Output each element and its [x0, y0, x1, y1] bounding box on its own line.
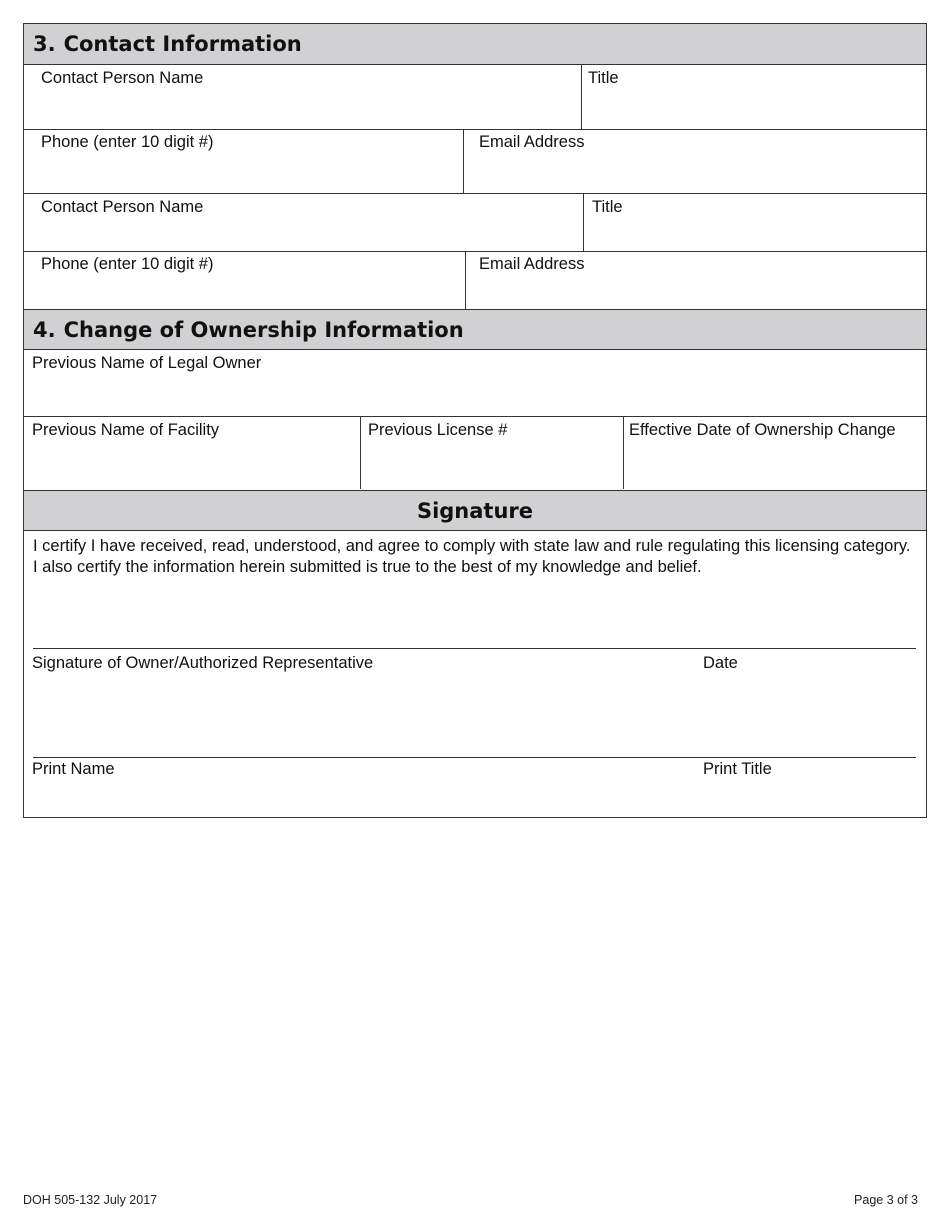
- contact-1-title-label: Title: [588, 69, 619, 87]
- print-name-field[interactable]: [33, 694, 913, 756]
- contact-1-email-field[interactable]: [464, 130, 926, 193]
- signature-line: [33, 648, 916, 649]
- previous-license-label: Previous License #: [368, 421, 508, 439]
- contact-2-title-label: Title: [592, 198, 623, 216]
- divider: [24, 530, 926, 531]
- section-4-header: [24, 310, 926, 350]
- contact-1-title-field[interactable]: [582, 65, 926, 129]
- contact-2-name-label: Contact Person Name: [41, 198, 204, 216]
- print-title-label: Print Title: [703, 760, 772, 778]
- effective-date-label: Effective Date of Ownership Change: [629, 421, 896, 439]
- contact-2-phone-field[interactable]: [24, 252, 465, 309]
- contact-1-name-label: Contact Person Name: [41, 69, 204, 87]
- contact-2-email-label: Email Address: [479, 255, 585, 273]
- section-3-title: Contact Information: [63, 32, 302, 56]
- contact-2-phone-label: Phone (enter 10 digit #): [41, 255, 214, 273]
- section-4-number: 4.: [33, 318, 56, 342]
- contact-1-phone-label: Phone (enter 10 digit #): [41, 133, 214, 151]
- contact-2-email-field[interactable]: [466, 252, 926, 309]
- contact-1-name-field[interactable]: [24, 65, 581, 129]
- previous-owner-label: Previous Name of Legal Owner: [32, 354, 262, 372]
- date-label: Date: [703, 654, 738, 672]
- signature-header: Signature: [24, 491, 926, 531]
- section-4-title: Change of Ownership Information: [63, 318, 464, 342]
- certification-text: I certify I have received, read, understood, and agree to comply with state law and rule regulating this licensing category. I also certify the information herein submitted is true to the best of my knowledge and belief.: [33, 537, 911, 576]
- previous-facility-field[interactable]: [24, 417, 360, 489]
- contact-2-name-field[interactable]: [24, 194, 583, 251]
- form-id: DOH 505-132 July 2017: [23, 1193, 158, 1207]
- effective-date-field[interactable]: [624, 417, 926, 489]
- contact-2-title-field[interactable]: [584, 194, 926, 251]
- previous-license-field[interactable]: [361, 417, 623, 489]
- print-name-label: Print Name: [32, 760, 115, 778]
- contact-1-email-label: Email Address: [479, 133, 585, 151]
- print-name-line: [33, 757, 916, 758]
- previous-facility-label: Previous Name of Facility: [32, 421, 220, 439]
- signature-field[interactable]: [33, 594, 913, 648]
- previous-owner-field[interactable]: [24, 350, 926, 416]
- section-3-number: 3.: [33, 32, 56, 56]
- application-form: [23, 23, 927, 818]
- contact-1-phone-field[interactable]: [24, 130, 463, 193]
- section-3-header: [24, 24, 926, 64]
- signature-label: Signature of Owner/Authorized Representative: [32, 654, 374, 672]
- page-number: Page 3 of 3: [854, 1193, 918, 1207]
